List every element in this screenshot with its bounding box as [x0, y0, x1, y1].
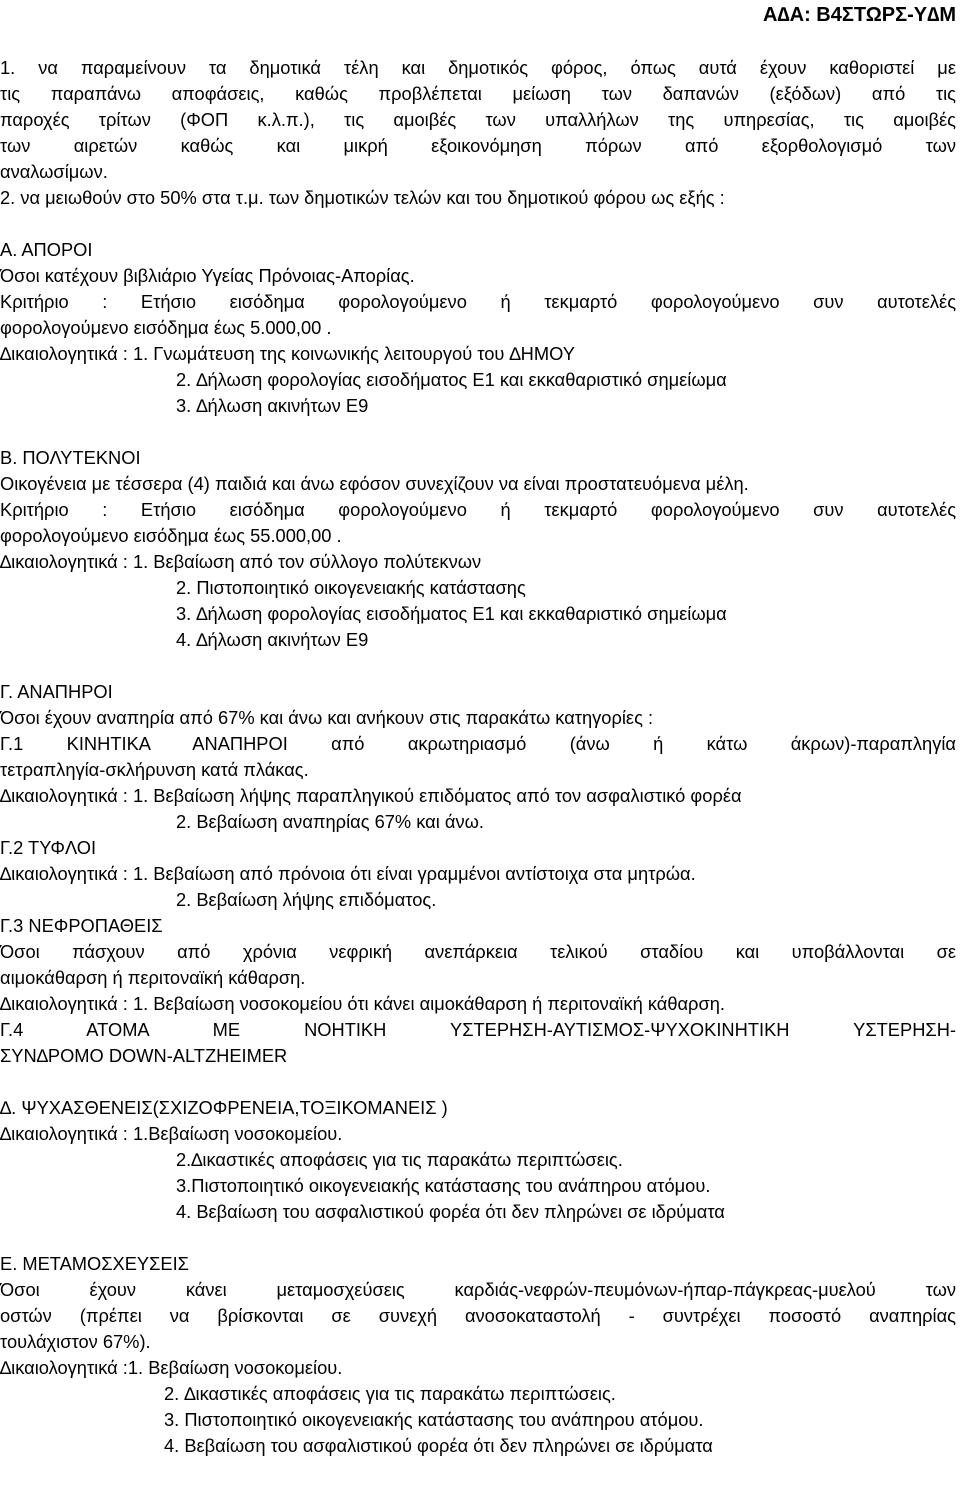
text-line: ∆ικαιολογητικά :1. Βεβαίωση νοσοκομείου.: [0, 1357, 343, 1378]
text-line: 2. να μειωθούν στο 50% στα τ.μ. των δημοτικών τελών και του δημοτικού φόρου ως εξής :: [0, 187, 725, 208]
text-line: των αιρετών καθώς και μικρή εξοικονόμηση πόρων από εξορθολογισμό των: [0, 135, 956, 156]
section-heading: Γ. ΑΝΑΠΗΡΟΙ: [0, 681, 113, 702]
text-line: τις παραπάνω αποφάσεις, καθώς προβλέπεται μείωση των δαπανών (εξόδων) από τις: [0, 83, 956, 104]
subsection-heading: Γ.2 ΤΥΦΛΟΙ: [0, 837, 97, 858]
text-line: 2. Πιστοποιητικό οικογενειακής κατάστασης: [176, 577, 526, 598]
section-heading: ∆. ΨΥΧΑΣΘΕΝΕΙΣ(ΣΧΙΖΟΦΡΕΝΕΙΑ,ΤΟΞΙΚΟΜΑΝΕΙΣ ): [0, 1097, 448, 1118]
section-heading: Ε. ΜΕΤΑΜΟΣΧΕΥΣΕΙΣ: [0, 1253, 189, 1274]
text-line: ∆ικαιολογητικά : 1. Βεβαίωση από πρόνοια ότι είναι γραμμένοι αντίστοιχα στα μητρώα.: [0, 863, 696, 884]
section-heading: Β. ΠΟΛΥΤΕΚΝΟΙ: [0, 447, 141, 468]
text-line: Γ.1 ΚΙΝΗΤΙΚΑ ΑΝΑΠΗΡΟΙ από ακρωτηριασμό (άνω ή κάτω άκρων)-παραπληγία: [0, 733, 956, 754]
text-line: ∆ικαιολογητικά : 1.Βεβαίωση νοσοκομείου.: [0, 1123, 343, 1144]
text-line: 4. Βεβαίωση του ασφαλιστικού φορέα ότι δεν πληρώνει σε ιδρύματα: [176, 1201, 725, 1222]
text-line: 3. Πιστοποιητικό οικογενειακής κατάστασης του ανάπηρου ατόμου.: [164, 1409, 704, 1430]
text-line: ΣΥΝ∆ΡΟΜΟ DOWN-ALTZHEIMER: [0, 1045, 288, 1066]
text-line: αναλωσίμων.: [0, 161, 108, 182]
text-line: παροχές τρίτων (ΦΟΠ κ.λ.π.), τις αμοιβές των υπαλλήλων της υπηρεσίας, τις αμοιβές: [0, 109, 956, 130]
text-line: 2. Βεβαίωση αναπηρίας 67% και άνω.: [176, 811, 484, 832]
text-line: Οικογένεια με τέσσερα (4) παιδιά και άνω εφόσον συνεχίζουν να είναι προστατευόμενα μέλη.: [0, 473, 749, 494]
subsection-heading: Γ.3 ΝΕΦΡΟΠΑΘΕΙΣ: [0, 915, 163, 936]
text-line: Όσοι έχουν κάνει μεταμοσχεύσεις καρδιάς-νεφρών-πευμόνων-ήπαρ-πάγκρεας-μυελού των: [0, 1279, 956, 1300]
text-line: Κριτήριο : Ετήσιο εισόδημα φορολογούμενο ή τεκμαρτό φορολογούμενο συν αυτοτελές: [0, 499, 956, 520]
text-line: 3. ∆ήλωση ακινήτων Ε9: [176, 395, 369, 416]
text-line: ∆ικαιολογητικά : 1. Βεβαίωση λήψης παραπληγικού επιδόματος από τον ασφαλιστικό φορέα: [0, 785, 742, 806]
text-line: Όσοι πάσχουν από χρόνια νεφρική ανεπάρκεια τελικού σταδίου και υποβάλλονται σε: [0, 941, 956, 962]
text-line: 2.∆ικαστικές αποφάσεις για τις παρακάτω περιπτώσεις.: [176, 1149, 623, 1170]
text-line: 3. ∆ήλωση φορολογίας εισοδήματος Ε1 και εκκαθαριστικό σημείωμα: [176, 603, 727, 624]
text-line: οστών (πρέπει να βρίσκονται σε συνεχή ανοσοκαταστολή - συντρέχει ποσοστό αναπηρίας: [0, 1305, 956, 1326]
text-line: φορολογούμενο εισόδημα έως 55.000,00 .: [0, 525, 342, 546]
text-line: τετραπληγία-σκλήρυνση κατά πλάκας.: [0, 759, 309, 780]
text-line: 4. ∆ήλωση ακινήτων Ε9: [176, 629, 369, 650]
section-heading: Α. ΑΠΟΡΟΙ: [0, 239, 93, 260]
text-line: Όσοι έχουν αναπηρία από 67% και άνω και ανήκουν στις παρακάτω κατηγορίες :: [0, 707, 654, 728]
text-line: Όσοι κατέχουν βιβλιάριο Υγείας Πρόνοιας-Απορίας.: [0, 265, 415, 286]
text-line: ∆ικαιολογητικά : 1. Βεβαίωση νοσοκομείου ότι κάνει αιμοκάθαρση ή περιτοναϊκή κάθαρση.: [0, 993, 725, 1014]
text-line: 4. Βεβαίωση του ασφαλιστικού φορέα ότι δεν πληρώνει σε ιδρύματα: [164, 1435, 713, 1456]
text-line: ∆ικαιολογητικά : 1. Γνωμάτευση της κοινωνικής λειτουργού του ∆ΗΜΟΥ: [0, 343, 575, 364]
text-line: 2. ∆ικαστικές αποφάσεις για τις παρακάτω περιπτώσεις.: [164, 1383, 616, 1404]
text-line: 1. να παραμείνουν τα δημοτικά τέλη και δημοτικός φόρος, όπως αυτά έχουν καθοριστεί με: [0, 57, 956, 78]
text-line: 2. Βεβαίωση λήψης επιδόματος.: [176, 889, 437, 910]
document-code: Α∆Α: Β4ΣΤΩΡΣ-Υ∆Μ: [762, 4, 956, 26]
text-line: ∆ικαιολογητικά : 1. Βεβαίωση από τον σύλλογο πολύτεκνων: [0, 551, 482, 572]
text-line: Κριτήριο : Ετήσιο εισόδημα φορολογούμενο ή τεκμαρτό φορολογούμενο συν αυτοτελές: [0, 291, 956, 312]
text-line: 3.Πιστοποιητικό οικογενειακής κατάστασης του ανάπηρου ατόμου.: [176, 1175, 711, 1196]
text-line: 2. ∆ήλωση φορολογίας εισοδήματος Ε1 και εκκαθαριστικό σημείωμα: [176, 369, 727, 390]
text-line: φορολογούμενο εισόδημα έως 5.000,00 .: [0, 317, 332, 338]
text-line: τουλάχιστον 67%).: [0, 1331, 151, 1352]
text-line: αιμοκάθαρση ή περιτοναϊκή κάθαρση.: [0, 967, 306, 988]
subsection-heading: Γ.4 ΑΤΟΜΑ ΜΕ ΝΟΗΤΙΚΗ ΥΣΤΕΡΗΣΗ-ΑΥΤΙΣΜΟΣ-ΨΥΧΟΚΙΝΗΤΙΚΗ ΥΣΤΕΡΗΣΗ-: [0, 1019, 956, 1040]
